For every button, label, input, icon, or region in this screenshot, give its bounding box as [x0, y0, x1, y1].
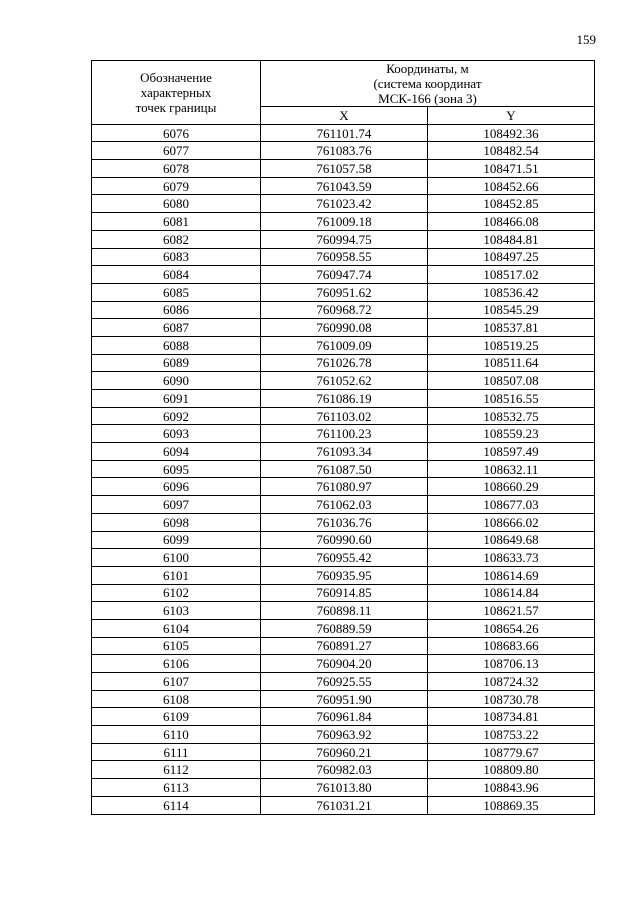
table-row — [92, 796, 595, 814]
coords-header-line: МСК-166 (зона 3) — [378, 91, 477, 106]
x-column-header: X — [261, 107, 428, 125]
coordinates-table — [91, 60, 595, 815]
y-coordinate-cell: 108614.84 — [428, 584, 595, 602]
x-coordinate-cell: 760958.55 — [261, 248, 428, 266]
x-coordinate-cell: 761087.50 — [261, 460, 428, 478]
y-coordinate-cell: 108497.25 — [428, 248, 595, 266]
table-row — [92, 708, 595, 726]
table-row — [92, 160, 595, 178]
table-row — [92, 566, 595, 584]
point-id-cell: 6079 — [92, 177, 261, 195]
table-row — [92, 336, 595, 354]
y-coordinate-cell: 108452.85 — [428, 195, 595, 213]
x-coordinate-cell: 761009.09 — [261, 336, 428, 354]
point-id-cell: 6089 — [92, 354, 261, 372]
point-id-cell: 6083 — [92, 248, 261, 266]
x-coordinate-cell: 761009.18 — [261, 213, 428, 231]
y-coordinate-cell: 108511.64 — [428, 354, 595, 372]
point-id-cell: 6086 — [92, 301, 261, 319]
table-row — [92, 531, 595, 549]
x-coordinate-cell: 760990.08 — [261, 319, 428, 337]
point-id-cell: 6095 — [92, 460, 261, 478]
point-id-cell: 6102 — [92, 584, 261, 602]
x-coordinate-cell: 761026.78 — [261, 354, 428, 372]
y-coordinate-cell: 108677.03 — [428, 496, 595, 514]
y-coordinate-cell: 108507.08 — [428, 372, 595, 390]
table-header-row — [92, 61, 595, 107]
point-header-line: характерных — [140, 84, 212, 100]
x-coordinate-cell: 761036.76 — [261, 513, 428, 531]
point-id-cell: 6091 — [92, 390, 261, 408]
table-row — [92, 372, 595, 390]
x-coordinate-cell: 760990.60 — [261, 531, 428, 549]
table-row — [92, 124, 595, 142]
x-coordinate-cell: 761101.74 — [261, 124, 428, 142]
y-coordinate-cell: 108666.02 — [428, 513, 595, 531]
point-id-cell: 6106 — [92, 655, 261, 673]
y-coordinate-cell: 108660.29 — [428, 478, 595, 496]
coordinates-table-body — [92, 61, 595, 815]
y-coordinate-cell: 108730.78 — [428, 690, 595, 708]
y-coordinate-cell: 108484.81 — [428, 230, 595, 248]
y-coordinate-cell: 108621.57 — [428, 602, 595, 620]
y-coordinate-cell: 108482.54 — [428, 142, 595, 160]
y-column-header: Y — [428, 107, 595, 125]
table-row — [92, 425, 595, 443]
y-coordinate-cell: 108614.69 — [428, 566, 595, 584]
y-coordinate-cell: 108843.96 — [428, 779, 595, 797]
point-id-cell: 6092 — [92, 407, 261, 425]
table-row — [92, 407, 595, 425]
x-coordinate-cell: 761100.23 — [261, 425, 428, 443]
x-coordinate-cell: 760968.72 — [261, 301, 428, 319]
x-coordinate-cell: 761103.02 — [261, 407, 428, 425]
point-id-cell: 6080 — [92, 195, 261, 213]
y-coordinate-cell: 108649.68 — [428, 531, 595, 549]
table-row — [92, 655, 595, 673]
y-coordinate-cell: 108706.13 — [428, 655, 595, 673]
point-id-cell: 6096 — [92, 478, 261, 496]
x-coordinate-cell: 760955.42 — [261, 549, 428, 567]
point-id-cell: 6094 — [92, 443, 261, 461]
y-coordinate-cell: 108724.32 — [428, 673, 595, 691]
table-row — [92, 478, 595, 496]
x-coordinate-cell: 761043.59 — [261, 177, 428, 195]
table-row — [92, 354, 595, 372]
table-row — [92, 761, 595, 779]
x-coordinate-cell: 761052.62 — [261, 372, 428, 390]
x-coordinate-cell: 760951.90 — [261, 690, 428, 708]
point-id-cell: 6101 — [92, 566, 261, 584]
y-coordinate-cell: 108537.81 — [428, 319, 595, 337]
x-coordinate-cell: 760889.59 — [261, 619, 428, 637]
x-coordinate-cell: 760960.21 — [261, 743, 428, 761]
x-coordinate-cell: 761093.34 — [261, 443, 428, 461]
table-row — [92, 283, 595, 301]
table-row — [92, 230, 595, 248]
point-id-cell: 6100 — [92, 549, 261, 567]
y-coordinate-cell: 108779.67 — [428, 743, 595, 761]
x-coordinate-cell: 760914.85 — [261, 584, 428, 602]
y-coordinate-cell: 108597.49 — [428, 443, 595, 461]
table-row — [92, 266, 595, 284]
y-coordinate-cell: 108532.75 — [428, 407, 595, 425]
point-id-cell: 6098 — [92, 513, 261, 531]
table-row — [92, 637, 595, 655]
y-coordinate-cell: 108683.66 — [428, 637, 595, 655]
table-row — [92, 549, 595, 567]
x-coordinate-cell: 760925.55 — [261, 673, 428, 691]
point-id-cell: 6085 — [92, 283, 261, 301]
x-coordinate-cell: 761031.21 — [261, 796, 428, 814]
point-id-cell: 6090 — [92, 372, 261, 390]
table-row — [92, 496, 595, 514]
y-coordinate-cell: 108545.29 — [428, 301, 595, 319]
y-coordinate-cell: 108809.80 — [428, 761, 595, 779]
x-coordinate-cell: 760982.03 — [261, 761, 428, 779]
table-row — [92, 690, 595, 708]
table-row — [92, 513, 595, 531]
y-coordinate-cell: 108734.81 — [428, 708, 595, 726]
table-row — [92, 177, 595, 195]
x-coordinate-cell: 761062.03 — [261, 496, 428, 514]
point-id-cell: 6082 — [92, 230, 261, 248]
point-id-cell: 6113 — [92, 779, 261, 797]
point-id-cell: 6093 — [92, 425, 261, 443]
x-coordinate-cell: 761013.80 — [261, 779, 428, 797]
point-id-cell: 6103 — [92, 602, 261, 620]
y-coordinate-cell: 108517.02 — [428, 266, 595, 284]
y-coordinate-cell: 108492.36 — [428, 124, 595, 142]
y-coordinate-cell: 108516.55 — [428, 390, 595, 408]
point-id-cell: 6110 — [92, 726, 261, 744]
point-designation-header — [92, 61, 261, 125]
coordinates-header — [261, 61, 595, 107]
y-coordinate-cell: 108536.42 — [428, 283, 595, 301]
x-coordinate-cell: 761083.76 — [261, 142, 428, 160]
y-coordinate-cell: 108633.73 — [428, 549, 595, 567]
y-coordinate-cell: 108466.08 — [428, 213, 595, 231]
y-coordinate-cell: 108753.22 — [428, 726, 595, 744]
table-row — [92, 195, 595, 213]
table-row — [92, 619, 595, 637]
x-coordinate-cell: 760963.92 — [261, 726, 428, 744]
x-coordinate-cell: 761057.58 — [261, 160, 428, 178]
page-number: 159 — [576, 32, 596, 47]
y-coordinate-cell: 108559.23 — [428, 425, 595, 443]
y-coordinate-cell: 108632.11 — [428, 460, 595, 478]
point-id-cell: 6081 — [92, 213, 261, 231]
table-row — [92, 213, 595, 231]
point-id-cell: 6078 — [92, 160, 261, 178]
y-coordinate-cell: 108519.25 — [428, 336, 595, 354]
table-row — [92, 779, 595, 797]
point-id-cell: 6108 — [92, 690, 261, 708]
point-id-cell: 6099 — [92, 531, 261, 549]
x-coordinate-cell: 760961.84 — [261, 708, 428, 726]
table-row — [92, 726, 595, 744]
x-coordinate-cell: 761080.97 — [261, 478, 428, 496]
x-coordinate-cell: 761086.19 — [261, 390, 428, 408]
point-id-cell: 6104 — [92, 619, 261, 637]
table-row — [92, 443, 595, 461]
table-row — [92, 390, 595, 408]
y-coordinate-cell: 108452.66 — [428, 177, 595, 195]
x-coordinate-cell: 760904.20 — [261, 655, 428, 673]
point-id-cell: 6084 — [92, 266, 261, 284]
point-header-line: точек границы — [135, 99, 217, 115]
point-id-cell: 6109 — [92, 708, 261, 726]
point-id-cell: 6111 — [92, 743, 261, 761]
x-coordinate-cell: 760891.27 — [261, 637, 428, 655]
point-id-cell: 6114 — [92, 796, 261, 814]
y-coordinate-cell: 108869.35 — [428, 796, 595, 814]
table-row — [92, 142, 595, 160]
point-header-line: Обозначение — [140, 69, 212, 85]
x-coordinate-cell: 760951.62 — [261, 283, 428, 301]
x-coordinate-cell: 760947.74 — [261, 266, 428, 284]
table-row — [92, 248, 595, 266]
table-row — [92, 673, 595, 691]
point-id-cell: 6087 — [92, 319, 261, 337]
point-id-cell: 6107 — [92, 673, 261, 691]
table-row — [92, 602, 595, 620]
x-coordinate-cell: 760994.75 — [261, 230, 428, 248]
x-coordinate-cell: 761023.42 — [261, 195, 428, 213]
table-row — [92, 319, 595, 337]
point-id-cell: 6088 — [92, 336, 261, 354]
point-id-cell: 6105 — [92, 637, 261, 655]
table-row — [92, 301, 595, 319]
table-row — [92, 460, 595, 478]
x-coordinate-cell: 760935.95 — [261, 566, 428, 584]
point-id-cell: 6097 — [92, 496, 261, 514]
table-row — [92, 584, 595, 602]
y-coordinate-cell: 108654.26 — [428, 619, 595, 637]
coords-header-line: Координаты, м — [386, 61, 469, 76]
point-id-cell: 6076 — [92, 124, 261, 142]
y-coordinate-cell: 108471.51 — [428, 160, 595, 178]
coords-header-line: (система координат — [373, 76, 482, 91]
x-coordinate-cell: 760898.11 — [261, 602, 428, 620]
point-id-cell: 6112 — [92, 761, 261, 779]
table-row — [92, 743, 595, 761]
point-id-cell: 6077 — [92, 142, 261, 160]
